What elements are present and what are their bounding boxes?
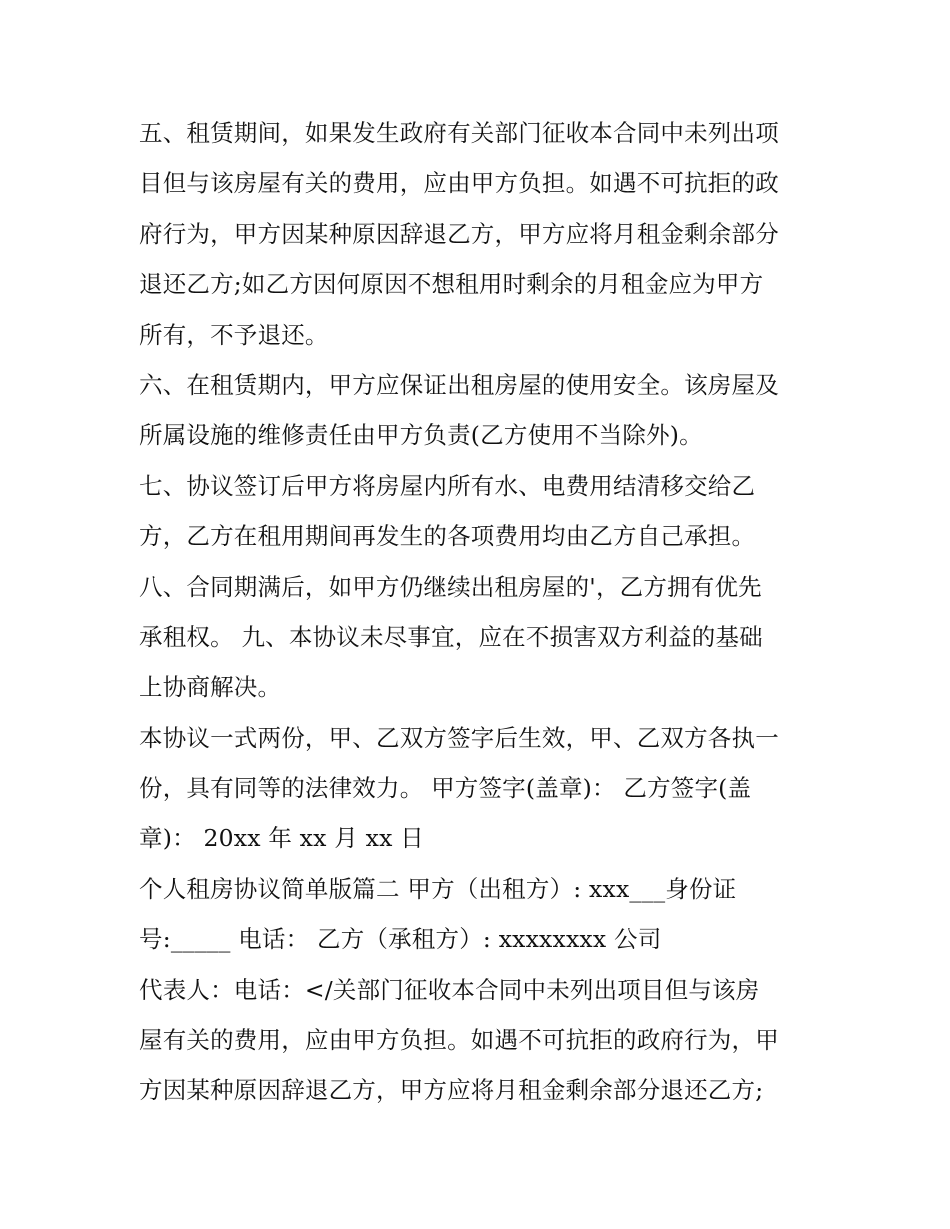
text-line-20: 方因某种原因辞退乙方，甲方应将月租金剩余部分退还乙方; [139, 1076, 764, 1105]
text-line-5: 所有，不予退还。 [139, 320, 329, 349]
text-line-7: 所属设施的维修责任由甲方负责(乙方使用不当除外)。 [139, 421, 703, 450]
text-line-16: 个人租房协议简单版篇二 甲方（出租方）: xxx___身份证 [139, 874, 737, 903]
text-line-15: 章)： 20xx 年 xx 月 xx 日 [139, 824, 424, 853]
text-line-10: 八、合同期满后，如甲方仍继续出租房屋的'，乙方拥有优先 [139, 572, 762, 601]
text-line-2: 目但与该房屋有关的费用，应由甲方负担。如遇不可抗拒的政 [139, 169, 779, 198]
text-line-6: 六、在租赁期内，甲方应保证出租房屋的使用安全。该房屋及 [139, 370, 779, 399]
text-line-3: 府行为，甲方因某种原因辞退乙方，甲方应将月租金剩余部分 [139, 219, 779, 248]
text-line-19: 屋有关的费用，应由甲方负担。如遇不可抗拒的政府行为，甲 [139, 1026, 779, 1055]
text-line-8: 七、协议签订后甲方将房屋内所有水、电费用结清移交给乙 [139, 471, 756, 500]
text-line-17: 号:_____ 电话： 乙方（承租方）: xxxxxxxx 公司 [139, 925, 662, 954]
text-line-9: 方，乙方在租用期间再发生的各项费用均由乙方自己承担。 [139, 522, 756, 551]
text-line-12: 上协商解决。 [139, 673, 282, 702]
text-line-1: 五、租赁期间，如果发生政府有关部门征收本合同中未列出项 [139, 119, 779, 147]
text-line-14: 份，具有同等的法律效力。 甲方签字(盖章)： 乙方签字(盖 [139, 774, 752, 803]
text-line-13: 本协议一式两份，甲、乙双方签字后生效，甲、乙双方各执一 [139, 723, 779, 752]
text-line-18: 代表人：电话：</关部门征收本合同中未列出项目但与该房 [139, 975, 760, 1004]
text-line-11: 承租权。 九、本协议未尽事宜，应在不损害双方利益的基础 [139, 622, 763, 651]
text-line-4: 退还乙方;如乙方因何原因不想租用时剩余的月租金应为甲方 [139, 270, 764, 299]
document-body [139, 108, 829, 1116]
